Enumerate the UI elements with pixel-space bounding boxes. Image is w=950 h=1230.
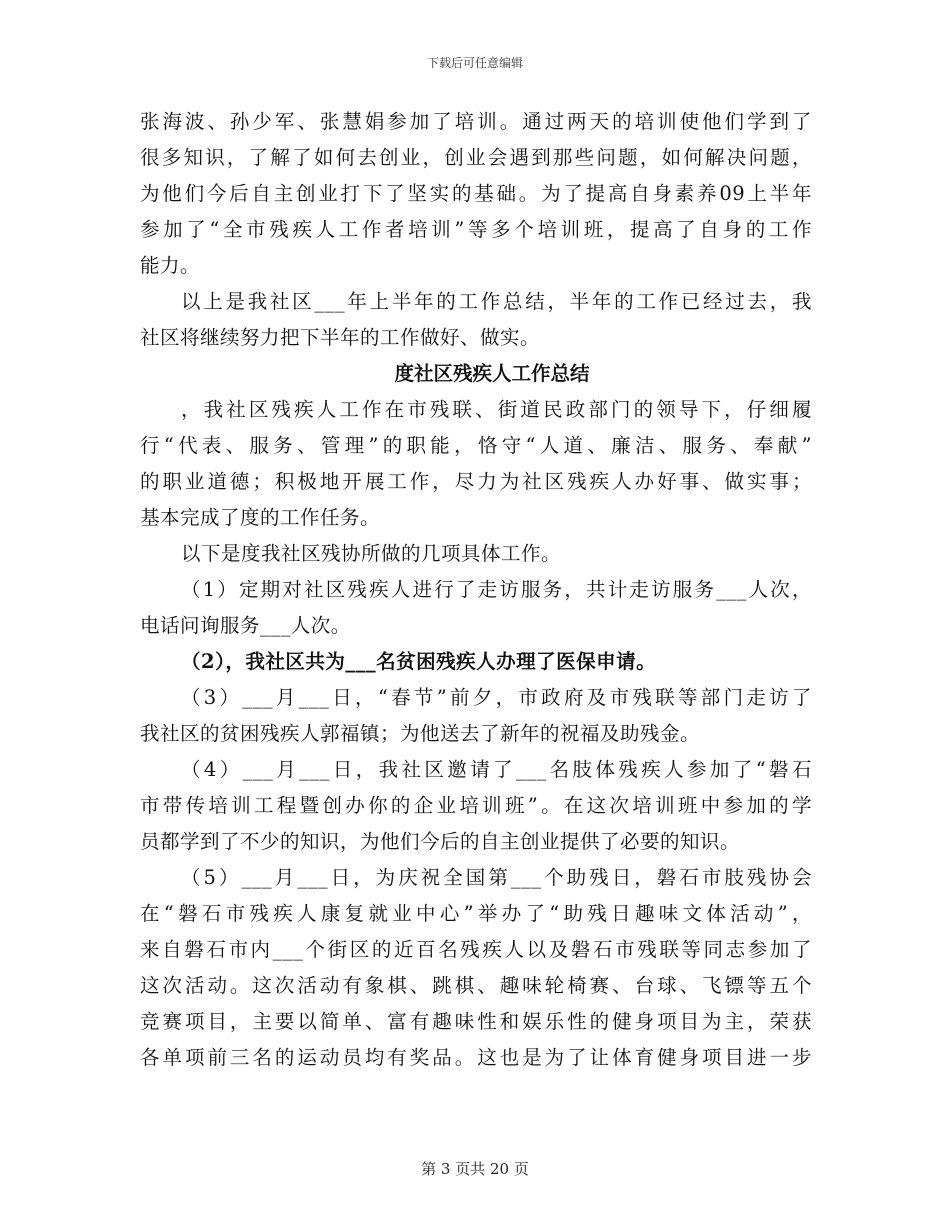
page-footer [0,1160,950,1178]
text-line: 员都学到了不少的知识，为他们今后的自主创业提供了必要的知识。 [140,830,741,853]
text-line: 这次活动。这次活动有象棋、跳棋、趣味轮椅赛、台球、飞镖等五个 [140,974,812,997]
text-line: 市带传培训工程暨创办你的企业培训班”。在这次培训班中参加的学 [140,794,812,817]
text-line: 电话问询服务___人次。 [140,614,351,637]
text-line: 来自磐石市内___个街区的近百名残疾人以及磐石市残联等同志参加了 [140,938,812,961]
text-line: （2），我社区共为___名贫困残疾人办理了医保申请。 [181,650,657,673]
text-line: 各单项前三名的运动员均有奖品。这也是为了让体育健身项目进一步 [140,1046,812,1069]
page-header [0,56,950,70]
text-line: 能力。 [140,254,201,277]
text-line: 社区将继续努力把下半年的工作做好、做实。 [140,326,541,349]
text-line: （3）___月___日，“春节”前夕，市政府及市残联等部门走访了 [181,686,812,709]
header-note: 下载后可任意编辑 [426,56,523,70]
text-line: ，我社区残疾人工作在市残联、街道民政部门的领导下，仔细履 [181,398,812,421]
text-line: 竞赛项目，主要以简单、富有趣味性和娱乐性的健身项目为主，荣获 [140,1010,812,1033]
text-line: 基本完成了度的工作任务。 [140,506,381,529]
text-line: 为他们今后自主创业打下了坚实的基础。为了提高自身素养09上半年 [140,182,812,205]
text-line: 行“代表、服务、管理”的职能，恪守“人道、廉洁、服务、奉献” [140,434,812,457]
section-title: 度社区残疾人工作总结 [394,362,590,385]
text-line: 以下是度我社区残协所做的几项具体工作。 [181,542,562,565]
page-number: 第 3 页共 20 页 [421,1160,529,1178]
text-line: 在“磐石市残疾人康复就业中心”举办了“助残日趣味文体活动”， [140,902,812,925]
document-body [140,104,812,1076]
text-line: 很多知识，了解了如何去创业，创业会遇到那些问题，如何解决问题， [140,146,812,169]
text-line: 张海波、孙少军、张慧娟参加了培训。通过两天的培训使他们学到了 [140,110,812,133]
text-line: （4）___月___日，我社区邀请了___名肢体残疾人参加了“磐石 [181,758,812,781]
text-line: 以上是我社区___年上半年的工作总结，半年的工作已经过去，我 [181,290,812,313]
text-line: （5）___月___日，为庆祝全国第___个助残日，磐石市肢残协会 [181,866,812,889]
text-line: 我社区的贫困残疾人郭福镇；为他送去了新年的祝福及助残金。 [140,722,701,745]
text-line: （1）定期对社区残疾人进行了走访服务，共计走访服务___人次， [181,578,812,601]
text-line: 参加了“全市残疾人工作者培训”等多个培训班，提高了自身的工作 [140,218,812,241]
text-line: 的职业道德；积极地开展工作，尽力为社区残疾人办好事、做实事； [140,470,812,493]
